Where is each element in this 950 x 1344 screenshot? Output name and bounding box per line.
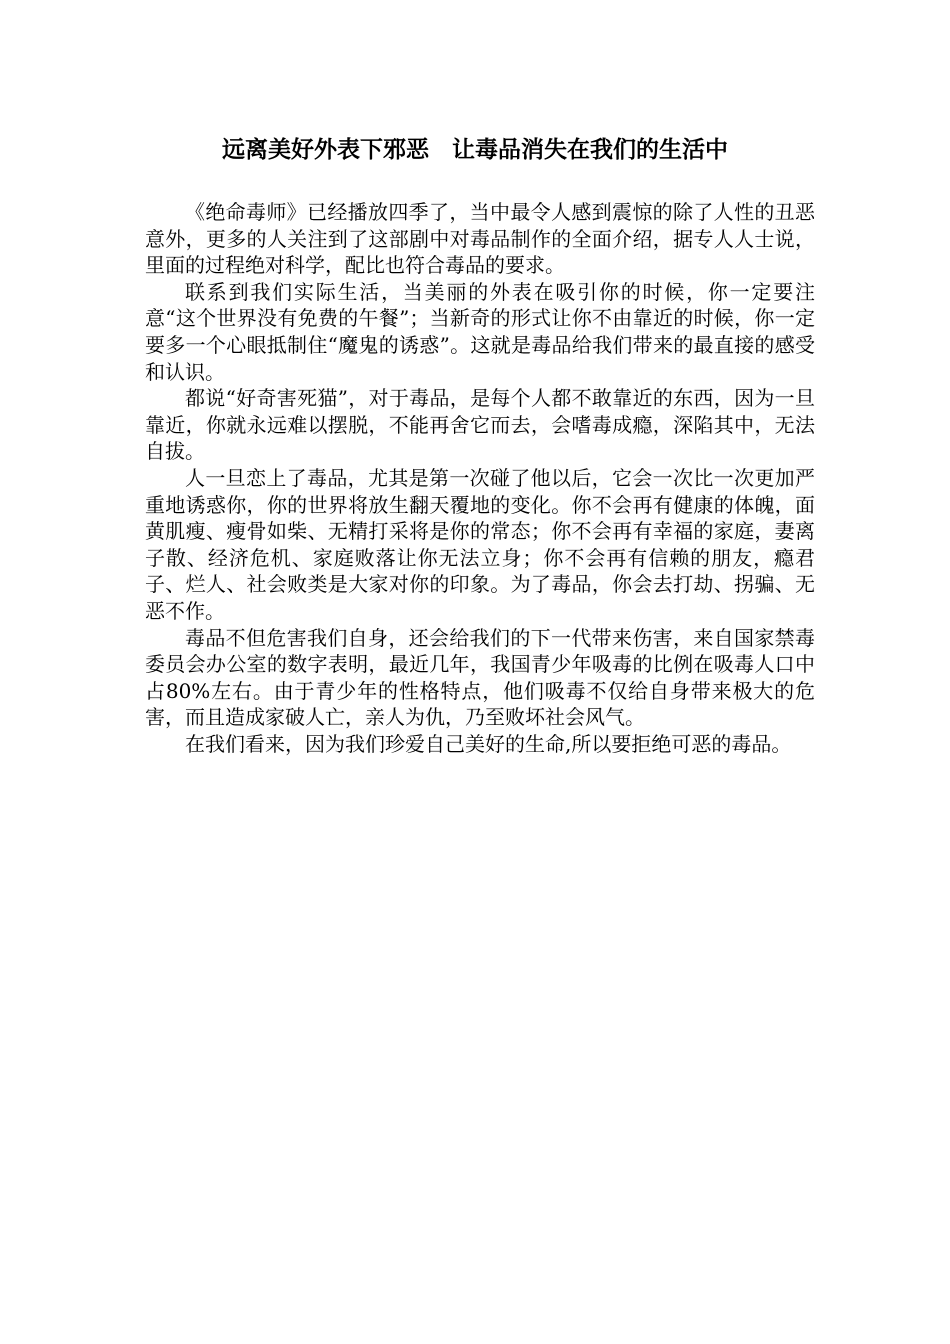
- paragraph-4: 人一旦恋上了毒品，尤其是第一次碰了他以后，它会一次比一次更加严重地诱惑你，你的世界将放生翻天覆地的变化。你不会再有健康的体魄，面黄肌瘦、瘦骨如柴、无精打采将是你的常态；你不会再有幸福的家庭，妻离子散、经济危机、家庭败落让你无法立身；你不会再有信赖的朋友，瘾君子、烂人、社会败类是大家对你的印象。为了毒品，你会去打劫、拐骗、无恶不作。: [145, 465, 815, 623]
- document-body: [145, 199, 815, 757]
- paragraph-1: 《绝命毒师》已经播放四季了，当中最令人感到震惊的除了人性的丑恶意外，更多的人关注到了这部剧中对毒品制作的全面介绍，据专人人士说，里面的过程绝对科学，配比也符合毒品的要求。: [145, 200, 815, 278]
- paragraph-3: 都说“好奇害死猫”，对于毒品，是每个人都不敢靠近的东西，因为一旦靠近，你就永远难以摆脱，不能再舍它而去，会嗜毒成瘾，深陷其中，无法自拔。: [145, 386, 815, 464]
- paragraph-6: 在我们看来，因为我们珍爱自己美好的生命,所以要拒绝可恶的毒品。: [185, 731, 792, 756]
- document-title: 远离美好外表下邪恶 让毒品消失在我们的生活中: [222, 137, 728, 163]
- paragraph-5: 毒品不但危害我们自身，还会给我们的下一代带来伤害，来自国家禁毒委员会办公室的数字表明，最近几年，我国青少年吸毒的比例在吸毒人口中占80%左右。由于青少年的性格特点，他们吸毒不仅给自身带来极大的危害，而且造成家破人亡，亲人为仇，乃至败坏社会风气。: [145, 625, 815, 730]
- paragraph-2: 联系到我们实际生活，当美丽的外表在吸引你的时候，你一定要注意“这个世界没有免费的午餐”；当新奇的形式让你不由靠近的时候，你一定要多一个心眼抵制住“魔鬼的诱惑”。这就是毒品给我们带来的最直接的感受和认识。: [145, 279, 815, 384]
